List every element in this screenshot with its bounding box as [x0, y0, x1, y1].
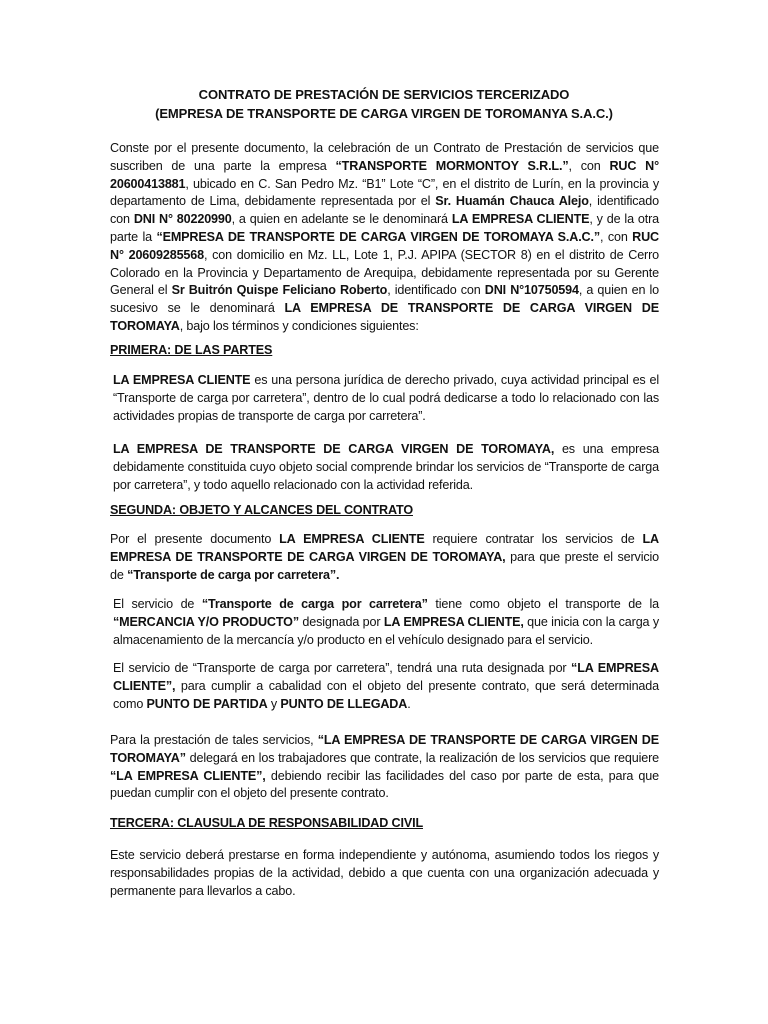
- title-line-2: (EMPRESA DE TRANSPORTE DE CARGA VIRGEN DE TOROMANYA S.A.C.): [155, 106, 613, 121]
- section-heading-tercera: TERCERA: CLAUSULA DE RESPONSABILIDAD CIVIL: [110, 816, 423, 830]
- paragraph-ruta: El servicio de “Transporte de carga por carretera”, tendrá una ruta designada por “LA EMPRESA CLIENTE”, para cumplir a cabalidad con el objeto del presente contrato, que será determinada como PUNTO DE PARTIDA y PUNTO DE LLEGADA.: [113, 661, 660, 711]
- paragraph-objeto: Por el presente documento LA EMPRESA CLIENTE requiere contratar los servicios de LA EMPRESA DE TRANSPORTE DE CARGA VIRGEN DE TOROMAYA, para que preste el servicio de “Transporte de carga por carretera”.: [110, 532, 659, 582]
- paragraph-responsabilidad: Este servicio deberá prestarse en forma independiente y autónoma, asumiendo todos los riegos y responsabilidades propias de la actividad, debido a que cuenta con una organización adecuada y permanente para llevarlos a cabo.: [110, 848, 659, 898]
- title-line-1: CONTRATO DE PRESTACIÓN DE SERVICIOS TERCERIZADO: [198, 87, 570, 102]
- document-title: [100, 85, 668, 123]
- paragraph-empresa-cliente: LA EMPRESA CLIENTE es una persona jurídica de derecho privado, cuya actividad principal es el “Transporte de carga por carretera”, dentro de lo cual podrá dedicarse a todo lo relacionado con las actividades propias de transporte de carga por carretera”.: [113, 373, 659, 423]
- section-heading-primera: PRIMERA: DE LAS PARTES: [110, 343, 273, 357]
- section-heading-segunda: SEGUNDA: OBJETO Y ALCANCES DEL CONTRATO: [110, 503, 413, 517]
- intro-paragraph: Conste por el presente documento, la celebración de un Contrato de Prestación de servicios que suscriben de una parte la empresa “TRANSPORTE MORMONTOY S.R.L.”, con RUC N° 20600413881, ubicado en C. San Pedro Mz. “B1” Lote “C”, en el distrito de Lurín, en la provincia y departamento de Lima, debidamente representada por el Sr. Huamán Chauca Alejo, identificado con DNI N° 80220990, a quien en adelante se le denominará LA EMPRESA CLIENTE, y de la otra parte la “EMPRESA DE TRANSPORTE DE CARGA VIRGEN DE TOROMAYA S.A.C.”, con RUC N° 20609285568, con domicilio en Mz. LL, Lote 1, P.J. APIPA (SECTOR 8) en el distrito de Cerro Colorado en la Provincia y Departamento de Arequipa, debidamente representada por su Gerente General el Sr Buitrón Quispe Feliciano Roberto, identificado con DNI N°10750594, a quien en lo sucesivo se le denominará LA EMPRESA DE TRANSPORTE DE CARGA VIRGEN DE TOROMAYA, bajo los términos y condiciones siguientes:: [110, 141, 659, 333]
- paragraph-empresa-transporte: LA EMPRESA DE TRANSPORTE DE CARGA VIRGEN DE TOROMAYA, es una empresa debidamente constituida cuyo objeto social comprende brindar los servicios de “Transporte de carga por carretera”, y todo aquello relacionado con la actividad referida.: [113, 442, 660, 492]
- paragraph-servicio-objeto: El servicio de “Transporte de carga por carretera” tiene como objeto el transporte de la “MERCANCIA Y/O PRODUCTO” designada por LA EMPRESA CLIENTE, que inicia con la carga y almacenamiento de la mercancía y/o producto en el vehículo designado para el servicio.: [113, 597, 660, 647]
- paragraph-prestacion: Para la prestación de tales servicios, “LA EMPRESA DE TRANSPORTE DE CARGA VIRGEN DE TOROMAYA” delegará en los trabajadores que contrate, la realización de los servicios que requiere “LA EMPRESA CLIENTE”, debiendo recibir las facilidades del caso por parte de esta, para que puedan cumplir con el objeto del presente contrato.: [110, 733, 660, 801]
